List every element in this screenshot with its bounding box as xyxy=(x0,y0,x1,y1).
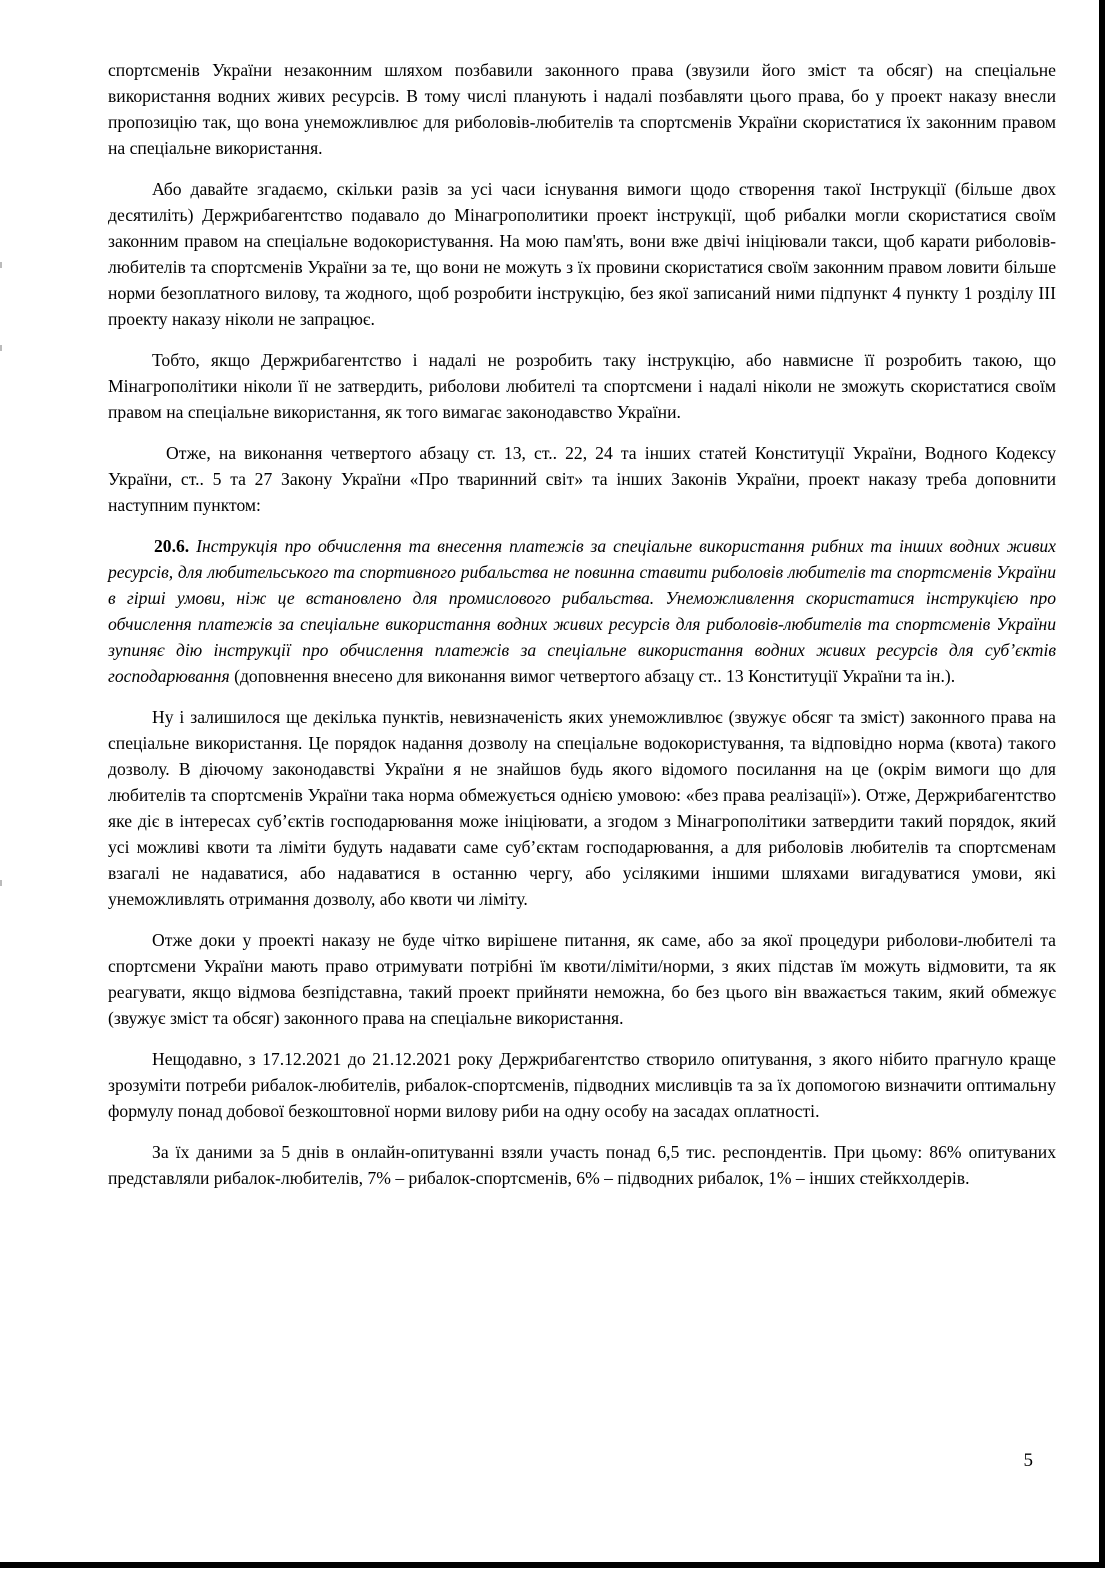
paragraph: Отже, на виконання четвертого абзацу ст. 13, ст.. 22, 24 та інших статей Конституції України, Водного Кодексу України, ст.. 5 та 27 Закону України «Про тваринний світ» та інших Законів України, проект наказу треба доповнити наступним пунктом: xyxy=(108,443,1056,515)
paragraph: Отже доки у проекті наказу не буде чітко вирішене питання, як саме, або за якої процедури риболови-любителі та спортсмени України мають право отримувати потрібні їм квоти/ліміти/норми, з яких підстав їм можуть відмовити, та як реагувати, якщо відмова безпідставна, такий проект прийняти неможна, бо без цього він вважається таким, який обмежує (звужує зміст та обсяг) законного права на спеціальне використання. xyxy=(108,930,1056,1028)
paragraph: Ну і залишилося ще декілька пунктів, невизначеність яких унеможливлює (звужує обсяг та зміст) законного права на спеціальне використання. Це порядок надання дозволу на спеціальне водокористування, та відповідно норма (квота) такого дозволу. В діючому законодавстві України я не знайшов будь якого відомого посилання на це (окрім вимоги що для любителів та спортсменів України така норма обмежується однією умовою: «без права реалізації»). Отже, Держрибагентство яке діє в інтересах суб’єктів господарювання може ініціювати, а згодом з Мінагрополітики затвердити такий порядок, який усі можливі квоти та ліміти будуть надавати саме суб’єктам господарювання, а для риболовів любителів та спортсменам взагалі не надаватися, або надаватися в останню чергу, або усілякими іншими шляхами вигадуватися умови, які унеможливлять отримання дозволу, або квоти чи ліміту. xyxy=(108,707,1056,909)
paragraph: Або давайте згадаємо, скільки разів за усі часи існування вимоги щодо створення такої Інструкції (більше двох десятиліть) Держрибагентство подавало до Мінагрополитики проект інструкції, щоб рибалки могли скористатися своїм законним правом на спеціальне водокористування. На мою пам'ять, вони вже двічі ініціювали такси, щоб карати риболовів-любителів та спортсменів України за те, що вони не можуть з їх провини скористатися своїм законним правом ловити більше норми безоплатного вилову, та жодного, щоб розробити інструкцію, без якої записаний ними підпункт 4 пункту 1 розділу ІІІ проекту наказу ніколи не запрацює. xyxy=(108,179,1056,329)
paragraph: спортсменів України незаконним шляхом позбавили законного права (звузили його зміст та обсяг) на спеціальне використання водних живих ресурсів. В тому числі планують і надалі позбавляти цього права, бо у проект наказу внесли пропозицію так, що вона унеможливлює для риболовів-любителів та спортсменів України скористатися їх законним правом на спеціальне використання. xyxy=(108,60,1056,158)
page-number: 5 xyxy=(1023,1450,1033,1471)
amendment-text: Інструкція про обчислення та внесення платежів за спеціальне використання рибних та інших водних живих ресурсів, для любительського та спортивного рибальства не повинна ставити риболовів любителів та спортсменів України в гірші умови, ніж це встановлено для промислового рибальства. Унеможливлення скористатися інструкцією про обчислення платежів за спеціальне використання водних живих ресурсів для риболовів-любителів та спортсменів України зупиняє дію інструкції про обчислення платежів за спеціальне використання водних живих ресурсів для суб’єктів господарювання xyxy=(108,536,1056,686)
amendment-paragraph xyxy=(108,533,1056,689)
paragraph: Нещодавно, з 17.12.2021 до 21.12.2021 року Держрибагентство створило опитування, з якого нібито прагнуло краще зрозуміти потреби рибалок-любителів, рибалок-спортсменів, підводних мисливців та за їх допомогою визначити оптимальну формулу понад добової безкоштовної норми вилову риби на одну особу на засадах оплатності. xyxy=(108,1049,1056,1121)
scan-edge-mark xyxy=(0,262,2,268)
paragraph: За їх даними за 5 днів в онлайн-опитуванні взяли участь понад 6,5 тис. респондентів. При цьому: 86% опитуваних представляли рибалок-любителів, 7% – рибалок-спортсменів, 6% – підводних рибалок, 1% – інших стейкхолдерів. xyxy=(108,1142,1056,1188)
scan-edge-mark xyxy=(0,345,2,351)
document-body xyxy=(108,57,1056,1206)
scan-edge-mark xyxy=(0,880,2,886)
amendment-number: 20.6. xyxy=(154,536,190,556)
amendment-note: (доповнення внесено для виконання вимог четвертого абзацу ст.. 13 Конституції України та ін.). xyxy=(234,666,956,686)
paragraph: Тобто, якщо Держрибагентство і надалі не розробить таку інструкцію, або навмисне її розробить такою, що Мінагрополітики ніколи її не затвердить, риболови любителі та спортсмени і надалі ніколи не зможуть скористатися своїм правом на спеціальне використання, як того вимагає законодавство України. xyxy=(108,350,1056,422)
